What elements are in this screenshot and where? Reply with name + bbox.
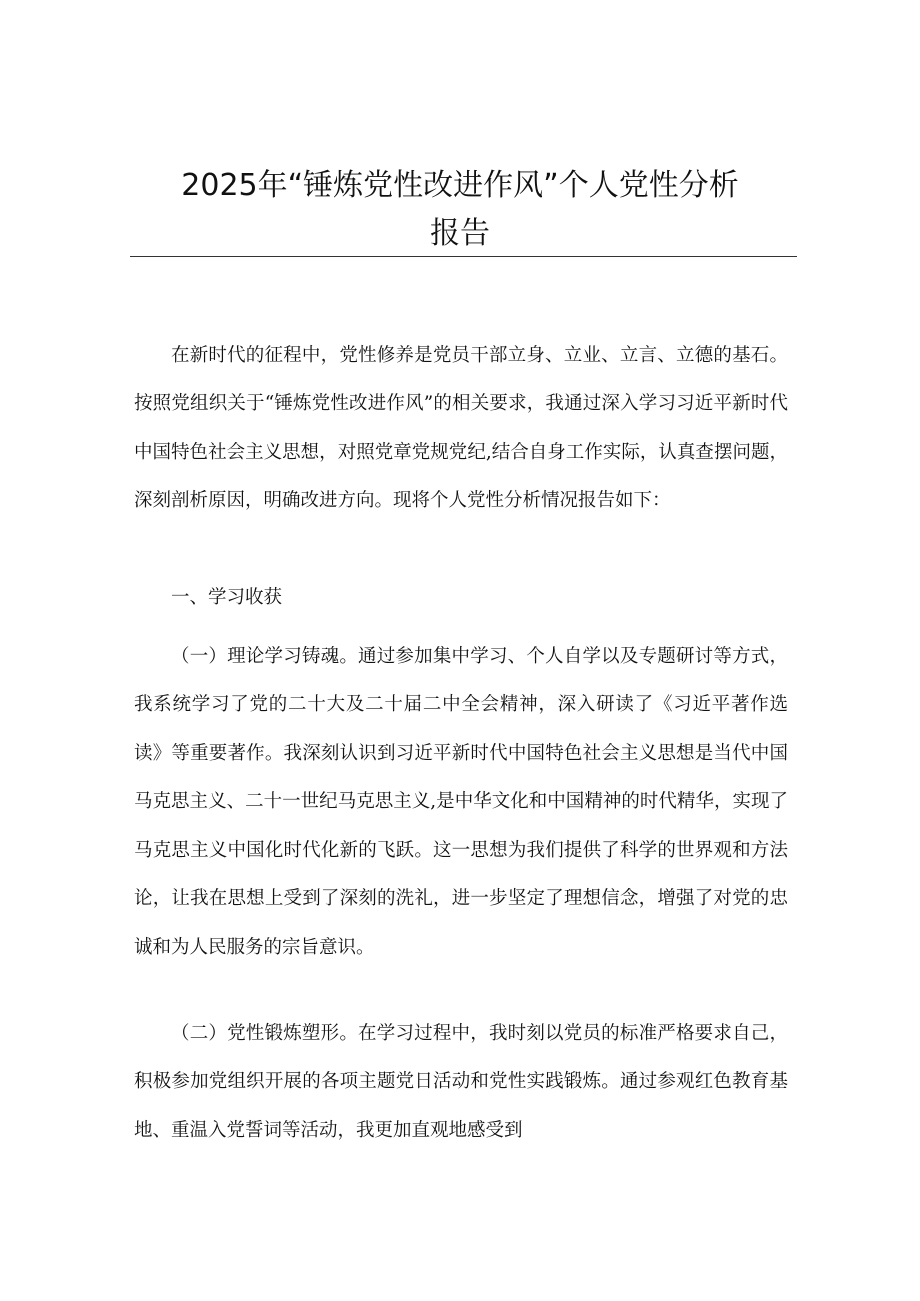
- document-title-line-2: 报告: [430, 216, 490, 251]
- section-heading-learning-gains: 一、学习收获: [171, 586, 283, 608]
- title-underline-divider: [130, 256, 797, 257]
- document-title-line-1: 2025年“锤炼党性改进作风”个人党性分析: [181, 168, 739, 203]
- intro-paragraph: 在新时代的征程中，党性修养是党员干部立身、立业、立言、立德的基石。按照党组织关于“锤炼党性改进作风”的相关要求，我通过深入学习习近平新时代中国特色社会主义思想，对照党章党规党纪,结合自身工作实际，认真查摆问题，深刻剖析原因，明确改进方向。现将个人党性分析情况报告如下：: [134, 344, 788, 511]
- party-spirit-training-paragraph: （二）党性锻炼塑形。在学习过程中，我时刻以党员的标准严格要求自己，积极参加党组织开展的各项主题党日活动和党性实践锻炼。通过参观红色教育基地、重温入党誓词等活动，我更加直观地感受到: [134, 1022, 788, 1141]
- theory-study-paragraph: （一）理论学习铸魂。通过参加集中学习、个人自学以及专题研讨等方式，我系统学习了党的二十大及二十届二中全会精神，深入研读了《习近平著作选读》等重要著作。我深刻认识到习近平新时代中国特色社会主义思想是当代中国马克思主义、二十一世纪马克思主义,是中华文化和中国精神的时代精华，实现了马克思主义中国化时代化新的飞跃。这一思想为我们提供了科学的世界观和方法论，让我在思想上受到了深刻的洗礼，进一步坚定了理想信念，增强了对党的忠诚和为人民服务的宗旨意识。: [134, 645, 788, 958]
